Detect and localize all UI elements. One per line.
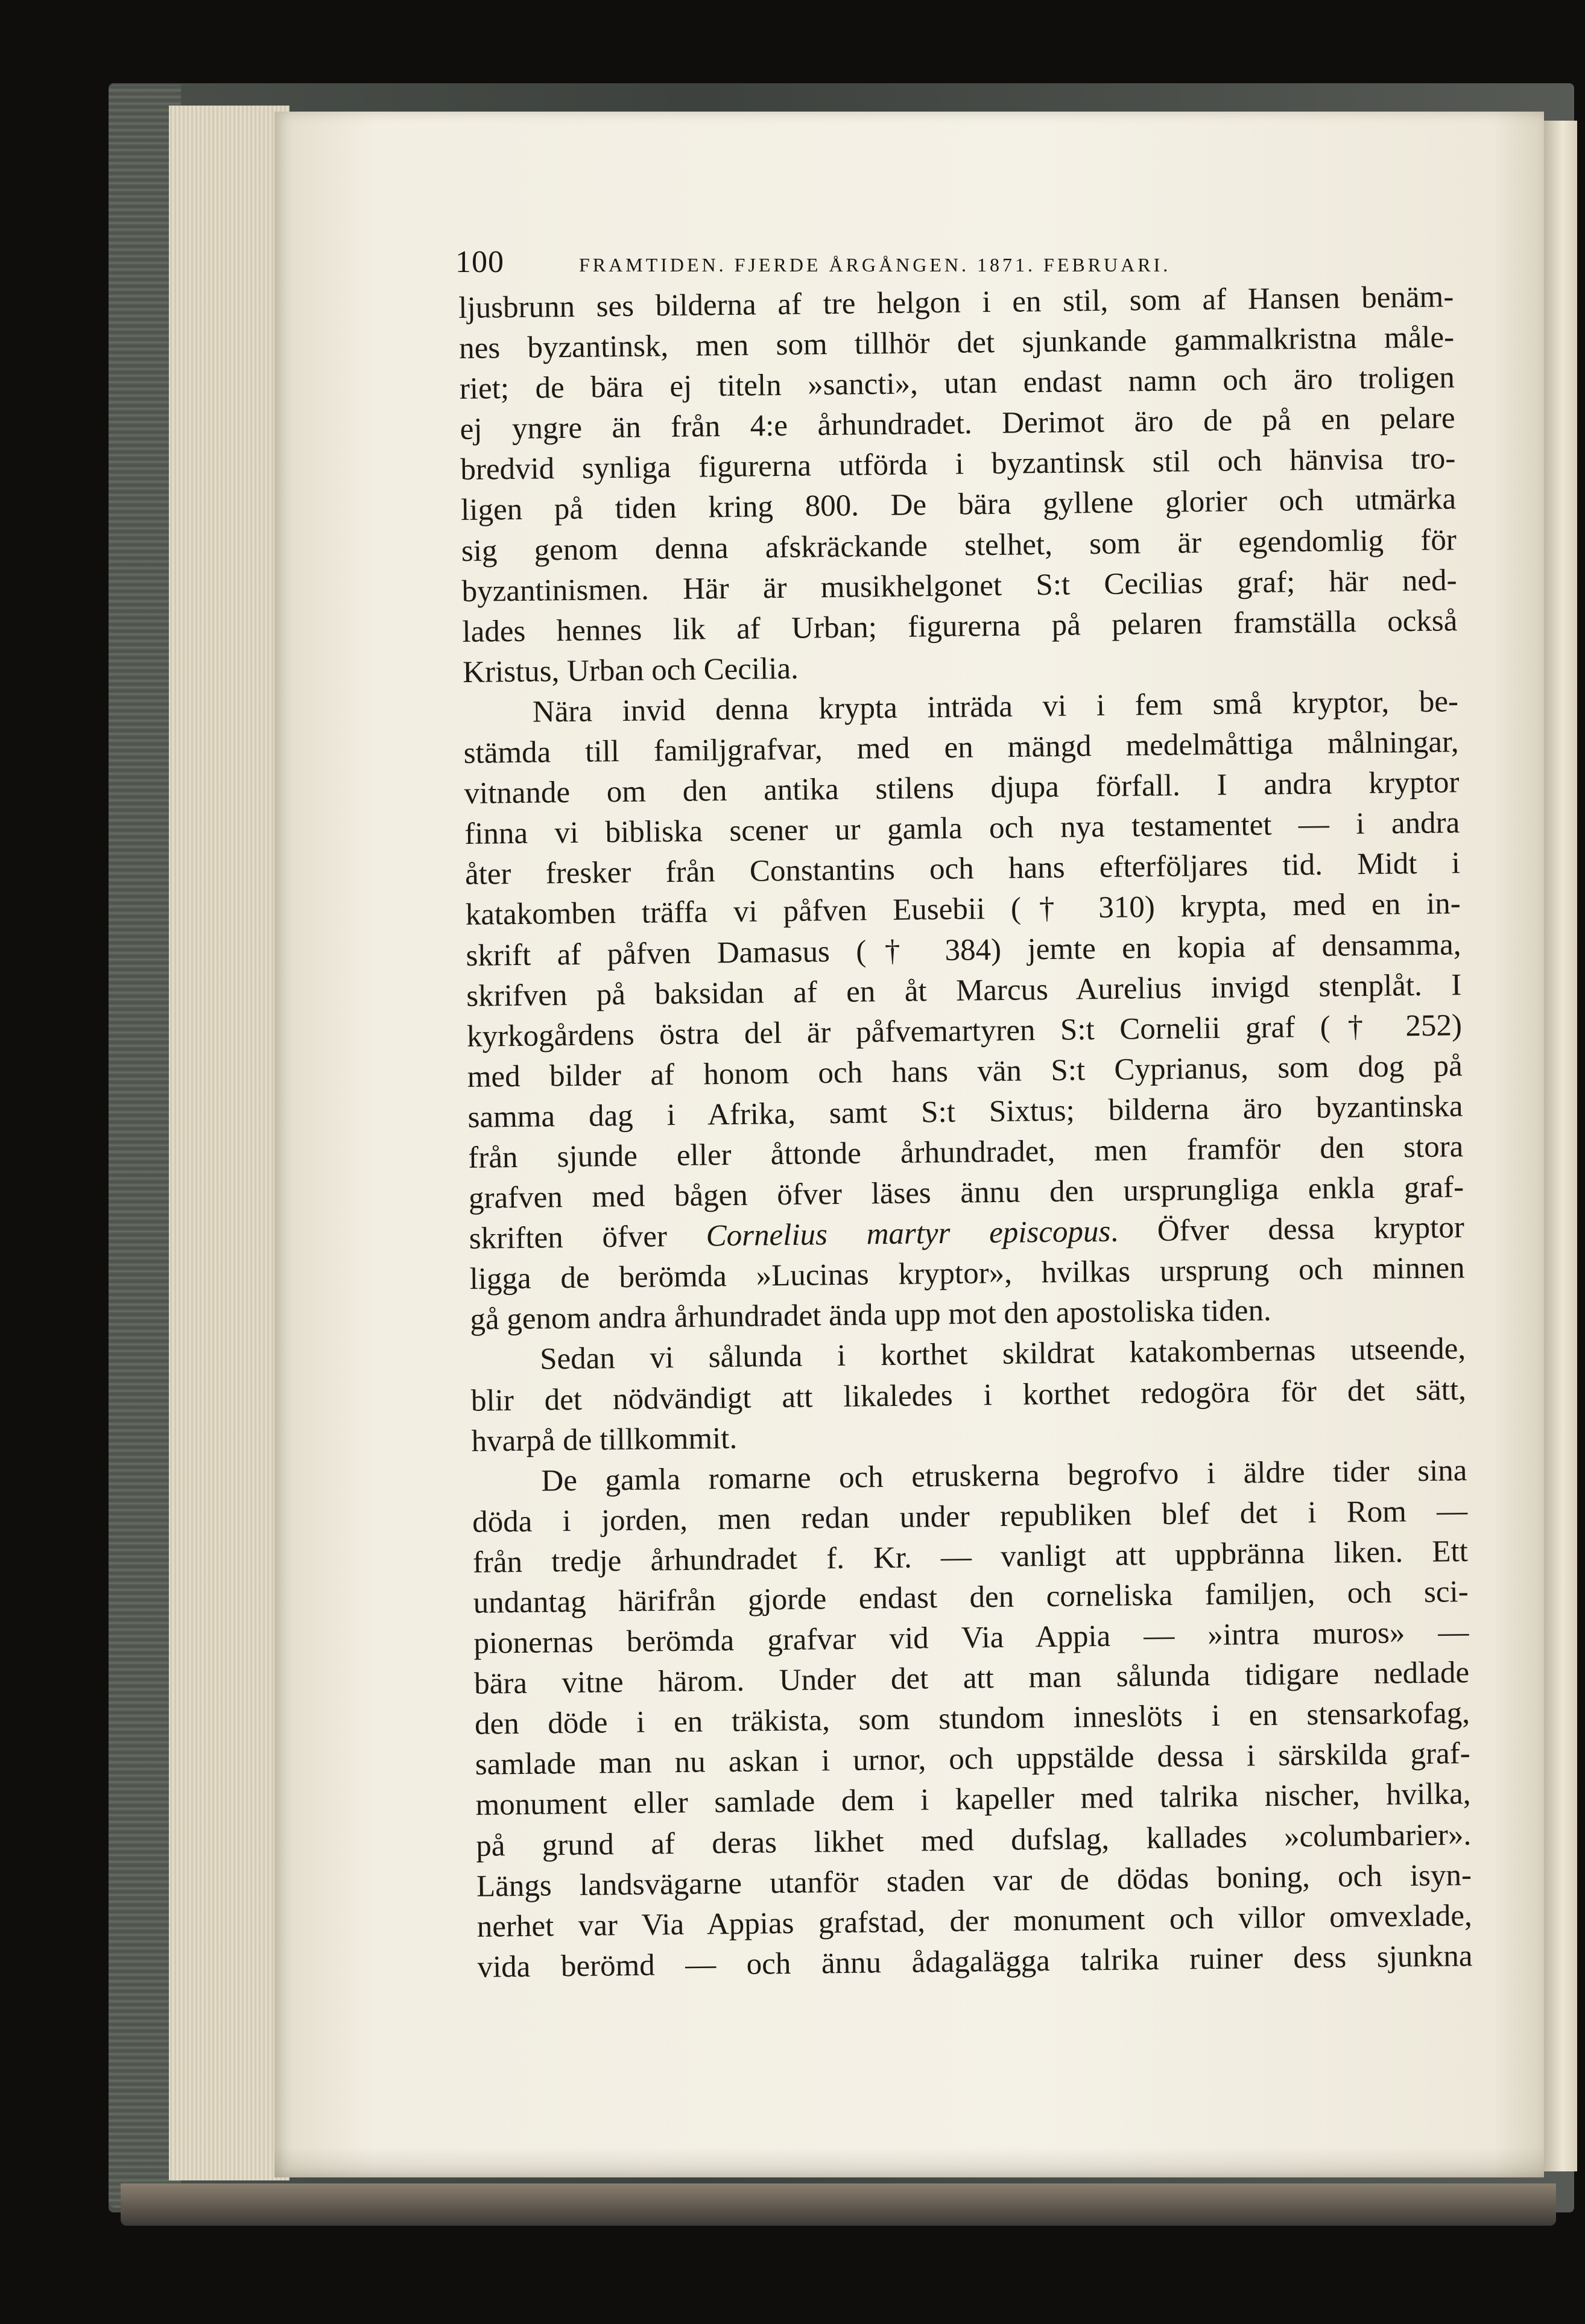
text-line: finna vi bibliska scener ur gamla och nya testamentet — i andra xyxy=(464,806,1460,852)
text-line: bredvid synliga figurerna utförda i byzantinsk stil och hänvisa tro- xyxy=(460,442,1456,487)
text-line: hvarpå de tillkommit. xyxy=(471,1421,738,1458)
italic-prefix: skriften öfver xyxy=(469,1219,707,1256)
text-line: bära vitne härom. Under det att man sålunda tidigare nedlade xyxy=(473,1656,1470,1702)
body-text xyxy=(458,277,1473,1987)
text-line: från tredje århundradet f. Kr. — vanligt att uppbränna liken. Ett xyxy=(472,1534,1469,1580)
page-number: 100 xyxy=(455,245,504,279)
text-line: på grund af deras likhet med dufslag, kallades »columbarier». xyxy=(475,1817,1472,1863)
text-line: från sjunde eller åttonde århundradet, men framför den stora xyxy=(468,1130,1464,1175)
text-line: De gamla romarne och etruskerna begrofvo i äldre tider sina xyxy=(541,1453,1467,1498)
next-page-edge xyxy=(1541,121,1577,2171)
italic-phrase: Cornelius martyr episcopus xyxy=(706,1214,1111,1253)
text-line: blir det nödvändigt att likaledes i korthet redogöra för det sätt, xyxy=(470,1372,1467,1418)
text-line: samlade man nu askan i urnor, och uppstälde dessa i särskilda graf- xyxy=(475,1737,1470,1782)
text-line: katakomben träffa vi påfven Eusebii († 310) krypta, med en in- xyxy=(465,887,1461,932)
text-line: den döde i en träkista, som stundom inneslöts i en stensarkofag, xyxy=(474,1696,1470,1742)
text-line: stämda till familjgrafvar, med en mängd medelmåttiga målningar, xyxy=(463,725,1459,770)
text-line: Nära invid denna krypta inträda vi i fem små kryptor, be- xyxy=(532,685,1459,729)
text-line: skrift af påfven Damasus († 384) jemte en kopia af densamma, xyxy=(466,927,1461,973)
text-line: pionernas berömda grafvar vid Via Appia — »intra muros» — xyxy=(473,1615,1469,1661)
text-line: skrifven på baksidan af en åt Marcus Aurelius invigd stenplåt. I xyxy=(466,967,1462,1013)
text-line: ligen på tiden kring 800. De bära gyllene glorier och utmärka xyxy=(460,482,1457,528)
page-header xyxy=(455,238,1312,287)
book-bottom-edge xyxy=(121,2183,1556,2226)
page-bottom-shadow xyxy=(274,2147,1544,2177)
text-line: kyrkogårdens östra del är påfvemartyren S:t Cornelii graf († 252) xyxy=(466,1008,1463,1054)
text-line: byzantinismen. Här är musikhelgonet S:t Cecilias graf; här ned- xyxy=(461,563,1457,609)
text-line: döda i jorden, men redan under republiken blef det i Rom — xyxy=(472,1493,1468,1539)
text-line: Sedan vi sålunda i korthet skildrat katakombernas utseende, xyxy=(539,1332,1466,1377)
text-line: Kristus, Urban och Cecilia. xyxy=(462,651,799,689)
text-line: ligga de berömda »Lucinas kryptor», hvilkas ursprung och minnen xyxy=(469,1251,1465,1297)
text-line: Längs landsvägarne utanför staden var de dödas boning, och isyn- xyxy=(476,1858,1472,1904)
text-line: riet; de bära ej titeln »sancti», utan endast namn och äro troligen xyxy=(459,361,1455,407)
page-stack-edges xyxy=(169,106,289,2180)
text-line: lades hennes lik af Urban; figurerna på pelaren framställa också xyxy=(462,603,1458,649)
text-line: samma dag i Afrika, samt S:t Sixtus; bilderna äro byzantinska xyxy=(467,1089,1463,1135)
text-line: nerhet var Via Appias grafstad, der monument och villor omvexlade, xyxy=(476,1898,1473,1944)
text-line: åter fresker från Constantins och hans efterföljares tid. Midt i xyxy=(464,846,1461,892)
text-line: med bilder af honom och hans vän S:t Cyprianus, som dog på xyxy=(467,1048,1463,1094)
text-line: monument eller samlade dem i kapeller med talrika nischer, hvilka, xyxy=(475,1777,1471,1823)
text-line: vida berömd — och ännu ådagalägga talrika ruiner dess sjunkna xyxy=(477,1939,1473,1984)
text-line: ljusbrunn ses bilderna af tre helgon i en stil, som af Hansen benäm- xyxy=(458,280,1454,325)
text-line: nes byzantinsk, men som tillhör det sjunkande gammalkristna måle- xyxy=(458,320,1455,366)
text-line: ej yngre än från 4:e århundradet. Derimot äro de på en pelare xyxy=(460,401,1455,447)
text-line: undantag härifrån gjorde endast den corneliska familjen, och sci- xyxy=(473,1575,1469,1620)
text-line: vitnande om den antika stilens djupa förfall. I andra kryptor xyxy=(464,765,1460,811)
text-line: sig genom denna afskräckande stelhet, som är egendomlig för xyxy=(461,522,1457,568)
text-line: grafven med bågen öfver läses ännu den ursprungliga enkla graf- xyxy=(468,1170,1464,1215)
running-head: FRAMTIDEN. FJERDE ÅRGÅNGEN. 1871. FEBRUARI. xyxy=(579,254,1171,276)
italic-suffix: . Öfver dessa kryptor xyxy=(1110,1211,1465,1249)
text-line: gå genom andra århundradet ända upp mot den apostoliska tiden. xyxy=(470,1294,1272,1337)
